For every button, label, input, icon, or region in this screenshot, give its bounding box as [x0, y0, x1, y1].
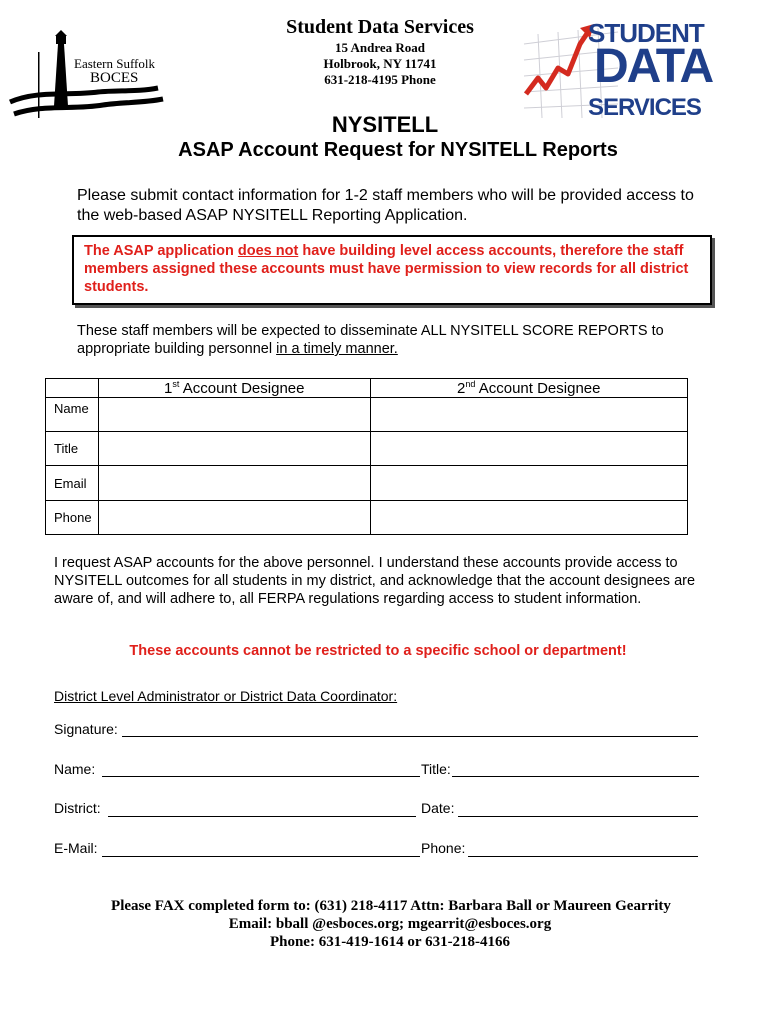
date-line[interactable] — [458, 816, 698, 817]
date-label: Date: — [421, 800, 455, 816]
notice-part1: The ASAP application — [84, 243, 238, 259]
header-designee-2: 2nd Account Designee — [370, 379, 687, 398]
table-header-row — [46, 379, 688, 398]
name-line[interactable] — [102, 776, 420, 777]
signature-line[interactable] — [122, 736, 698, 737]
table-row — [46, 501, 688, 535]
signature-label: Signature: — [54, 721, 118, 737]
sds-logo-word1: STUDENT — [588, 18, 704, 48]
notice-text — [84, 242, 700, 296]
notice-box — [72, 235, 712, 305]
name-label: Name: — [54, 761, 96, 777]
designee-2-name-field[interactable] — [370, 398, 687, 432]
boces-logo-line1: Eastern Suffolk — [74, 56, 155, 71]
row-label-name: Name — [46, 398, 99, 432]
designee-2-email-field[interactable] — [370, 466, 687, 501]
expectation-main: These staff members will be expected to disseminate ALL NYSITELL SCORE REPORTS to appropriate building personnel — [77, 323, 664, 357]
row-label-phone: Phone — [46, 501, 99, 535]
sds-logo-word2: DATA — [594, 40, 713, 93]
row-label-email: Email — [46, 466, 99, 501]
warning-text: These accounts cannot be restricted to a specific school or department! — [129, 643, 627, 659]
page-title: NYSITELL — [331, 112, 439, 137]
email-line[interactable] — [102, 856, 420, 857]
footer-email: Email: bball @esboces.org; mgearrit@esboces.org — [228, 916, 552, 932]
footer-fax: Please FAX completed form to: (631) 218-4117 Attn: Barbara Ball or Maureen Gearrity — [111, 898, 671, 914]
designee-1-phone-field[interactable] — [98, 501, 370, 535]
header-designee-1: 1st Account Designee — [98, 379, 370, 398]
agreement-text: I request ASAP accounts for the above personnel. I understand these accounts provide access to NYSITELL outcomes for all students in my district, and acknowledge that the account designees are aware of, and will adhere to, all FERPA regulations regarding access to student information. — [54, 555, 696, 607]
lighthouse-icon — [8, 30, 168, 122]
title-line[interactable] — [452, 776, 699, 777]
designee-table — [45, 378, 688, 535]
org-name: Student Data Services — [286, 16, 474, 38]
footer-phone: Phone: 631-419-1614 or 631-218-4166 — [269, 934, 511, 950]
designee-1-email-field[interactable] — [98, 466, 370, 501]
designee-1-title-field[interactable] — [98, 432, 370, 466]
notice-underlined: does not — [237, 243, 299, 259]
designee-2-title-field[interactable] — [370, 432, 687, 466]
title-label: Title: — [421, 761, 451, 777]
expectation-text — [77, 322, 717, 358]
district-label: District: — [54, 800, 101, 816]
address-line2: Holbrook, NY 11741 — [323, 56, 437, 71]
phone-label: Phone: — [421, 840, 466, 856]
phone-line[interactable] — [468, 856, 698, 857]
intro-text: Please submit contact information for 1-2 staff members who will be provided access to the web-based ASAP NYSITELL Reporting Application. — [77, 187, 694, 224]
notice-part2: have building level access accounts, therefore the staff members assigned these accounts must have permission to view records for all district students. — [84, 243, 689, 295]
designee-1-name-field[interactable] — [98, 398, 370, 432]
district-line[interactable] — [108, 816, 416, 817]
email-label: E-Mail: — [54, 840, 98, 856]
table-row — [46, 398, 688, 432]
address-line1: 15 Andrea Road — [334, 40, 426, 55]
phone-line: 631-218-4195 Phone — [324, 72, 436, 87]
boces-logo-line2: BOCES — [90, 70, 139, 86]
table-row — [46, 432, 688, 466]
boces-logo — [8, 30, 168, 122]
expectation-underlined: in a timely manner. — [276, 341, 398, 357]
sds-logo-word3: SERVICES — [588, 94, 701, 121]
designee-2-phone-field[interactable] — [370, 501, 687, 535]
admin-heading: District Level Administrator or District Data Coordinator: — [54, 688, 398, 704]
sds-logo — [518, 14, 718, 126]
table-row — [46, 466, 688, 501]
page-subtitle: ASAP Account Request for NYSITELL Reports — [178, 139, 618, 161]
row-label-title: Title — [46, 432, 99, 466]
corner-cell — [46, 379, 99, 398]
